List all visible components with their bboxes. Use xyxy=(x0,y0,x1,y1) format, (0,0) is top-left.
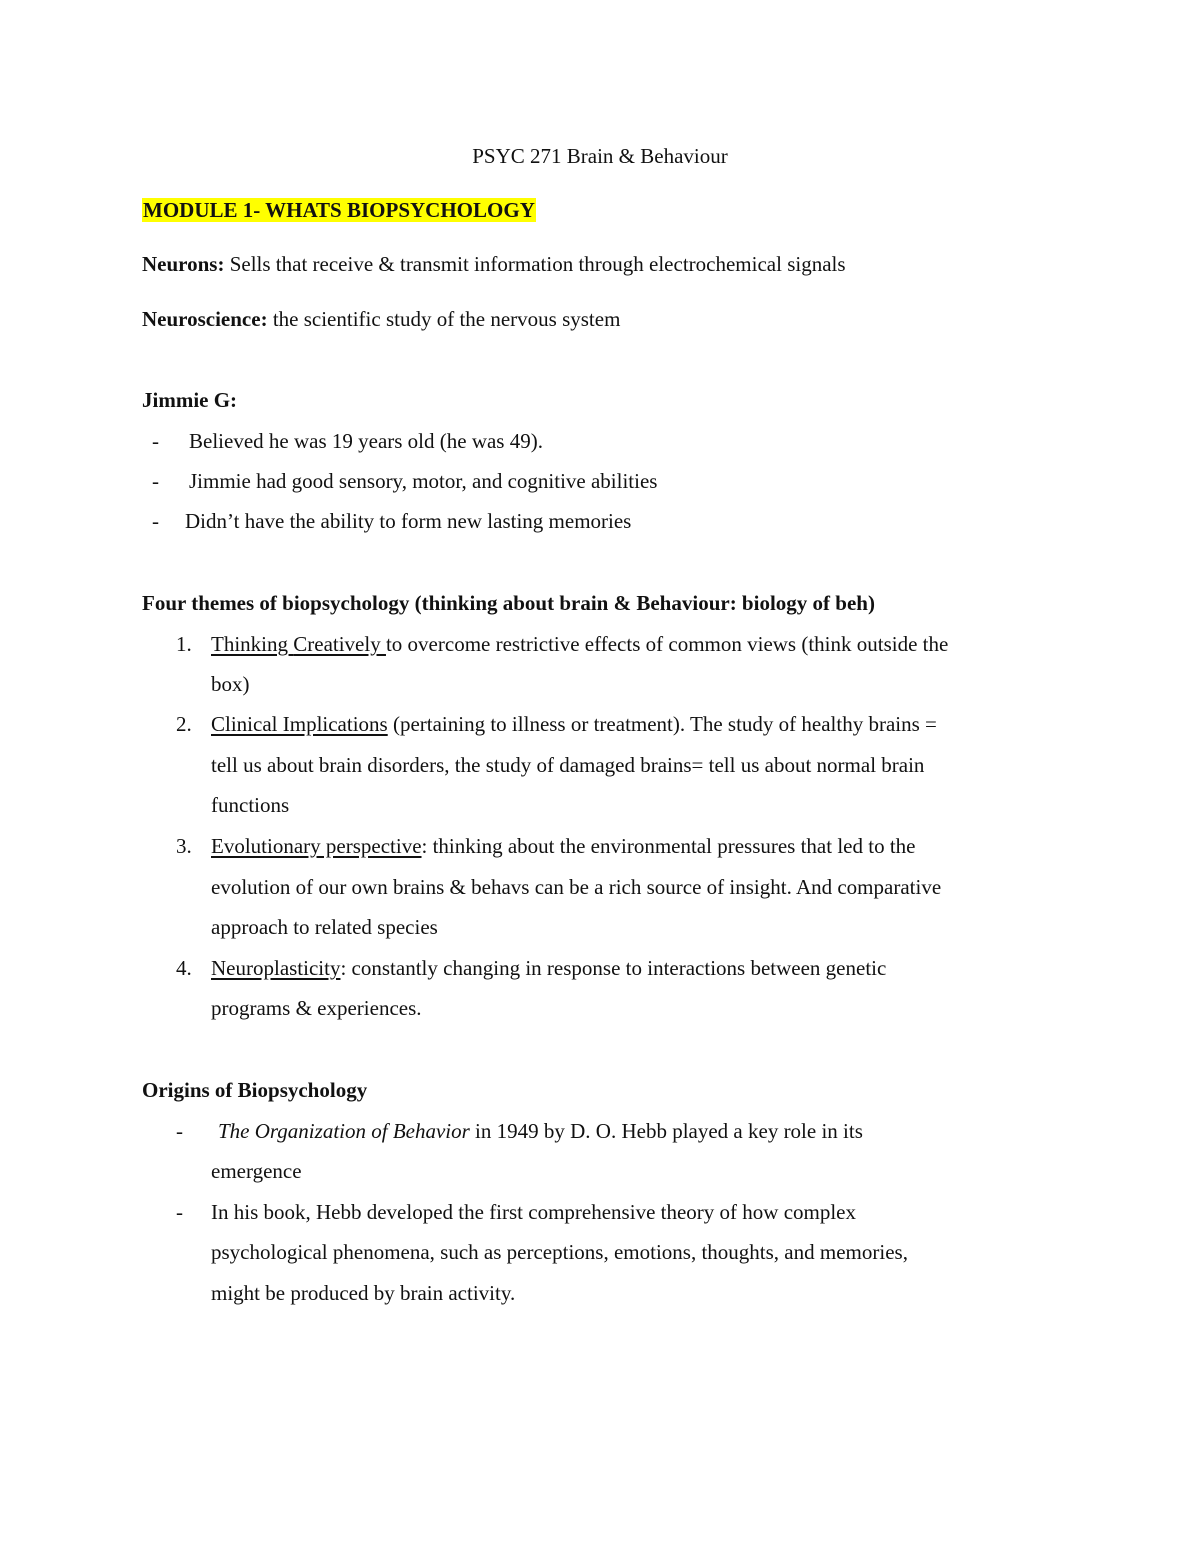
theme-continuation: tell us about brain disorders, the study of damaged brains= tell us about normal brain xyxy=(211,753,925,777)
origins-heading: Origins of Biopsychology xyxy=(142,1078,368,1102)
definition-neurons xyxy=(142,250,846,278)
list-item-text: in 1949 by D. O. Hebb played a key role in its xyxy=(469,1119,863,1143)
module-heading-text: MODULE 1- WHATS BIOPSYCHOLOGY xyxy=(143,198,535,222)
list-item-continuation: emergence xyxy=(211,1159,302,1183)
bullet-dash: - xyxy=(152,509,159,533)
definition-term: Neurons: xyxy=(142,252,225,276)
theme-continuation: evolution of our own brains & behavs can be a rich source of insight. And comparative xyxy=(211,875,942,899)
theme-text: : constantly changing in response to interactions between genetic xyxy=(340,956,887,980)
definition-text: Sells that receive & transmit information through electrochemical signals xyxy=(224,252,846,276)
theme-text: : thinking about the environmental pressures that led to the xyxy=(421,834,916,858)
list-item-text: Jimmie had good sensory, motor, and cognitive abilities xyxy=(189,469,658,493)
bullet-dash: - xyxy=(176,1200,183,1224)
theme-item-2 xyxy=(211,710,937,738)
theme-item-1 xyxy=(211,630,948,658)
theme-text: (pertaining to illness or treatment). The study of healthy brains = xyxy=(387,712,937,736)
list-number: 4. xyxy=(176,956,192,980)
theme-continuation: approach to related species xyxy=(211,915,438,939)
theme-continuation: programs & experiences. xyxy=(211,996,422,1020)
list-number: 1. xyxy=(176,632,192,656)
definition-text: the scientific study of the nervous system xyxy=(267,307,621,331)
module-heading xyxy=(142,196,536,224)
page-title: PSYC 271 Brain & Behaviour xyxy=(472,144,728,168)
themes-heading: Four themes of biopsychology (thinking about brain & Behaviour: biology of beh) xyxy=(142,591,875,615)
theme-underlined-term: Neuroplasticity xyxy=(211,956,341,980)
list-item-continuation: psychological phenomena, such as perceptions, emotions, thoughts, and memories, xyxy=(211,1240,908,1264)
list-number: 2. xyxy=(176,712,192,736)
theme-underlined-term: Clinical Implications xyxy=(211,712,388,736)
theme-underlined-term: Evolutionary perspective xyxy=(211,834,422,858)
origins-item-1 xyxy=(218,1117,863,1145)
list-item-text: In his book, Hebb developed the first comprehensive theory of how complex xyxy=(211,1200,857,1224)
list-item-continuation: might be produced by brain activity. xyxy=(211,1281,516,1305)
theme-item-4 xyxy=(211,954,886,982)
book-title: The Organization of Behavior xyxy=(218,1119,470,1143)
theme-item-3 xyxy=(211,832,916,860)
list-item-text: Believed he was 19 years old (he was 49). xyxy=(189,429,543,453)
theme-text: to overcome restrictive effects of common views (think outside the xyxy=(385,632,949,656)
bullet-dash: - xyxy=(176,1119,183,1143)
theme-underlined-term: Creatively xyxy=(293,632,386,656)
theme-continuation: box) xyxy=(211,672,250,696)
bullet-dash: - xyxy=(152,429,159,453)
definition-term: Neuroscience: xyxy=(142,307,268,331)
bullet-dash: - xyxy=(152,469,159,493)
theme-underlined-term: Thinking xyxy=(211,632,294,656)
definition-neuroscience xyxy=(142,305,620,333)
list-number: 3. xyxy=(176,834,192,858)
jimmie-heading: Jimmie G: xyxy=(142,388,238,412)
theme-continuation: functions xyxy=(211,793,290,817)
list-item-text: Didn’t have the ability to form new lasting memories xyxy=(185,509,632,533)
